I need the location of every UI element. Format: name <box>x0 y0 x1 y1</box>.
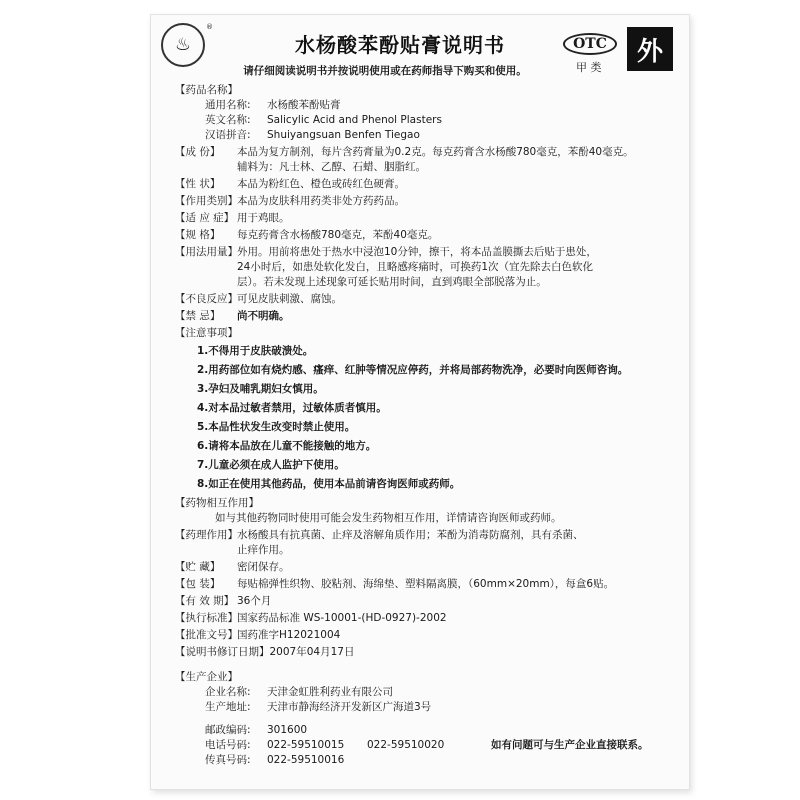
interaction-value: 如与其他药物同时使用可能会发生药物相互作用，详情请咨询医师或药师。 <box>215 512 562 524</box>
validity-value: 36个月 <box>237 595 272 607</box>
package-value: 每贴棉弹性织物、胶粘剂、海绵垫、塑料隔离膜，（60mm×20mm），每盒6贴。 <box>237 578 615 590</box>
adverse-value: 可见皮肤刺激、腐蚀。 <box>237 293 342 305</box>
manufacturer-label: 【生产企业】 <box>175 671 238 683</box>
usage-line2: 24小时后，如患处软化发白，且略感疼痛时，可换药1次（宜先除去白色软化 <box>237 261 594 273</box>
fax: 022-59510016 <box>267 754 345 766</box>
section-drug-name: 【药品名称】 <box>175 84 238 96</box>
precaution-item: 7.儿童必须在成人监护下使用。 <box>197 459 345 471</box>
precaution-item: 3.孕妇及哺乳期妇女慎用。 <box>197 383 324 395</box>
otc-badge: OTC <box>563 33 617 55</box>
pharmacology-line1: 水杨酸具有抗真菌、止痒及溶解角质作用；苯酚为消毒防腐剂，具有杀菌、 <box>237 529 584 541</box>
external-use-badge: 外 <box>627 27 673 71</box>
precaution-item: 6.请将本品放在儿童不能接触的地方。 <box>197 440 377 452</box>
storage-value: 密闭保存。 <box>237 561 290 573</box>
usage-line3: 层）。若未发现上述现象可延长贴用时间，直到鸡眼全部脱落为止。 <box>237 276 547 288</box>
contact-note: 如有问题可与生产企业直接联系。 <box>491 739 649 751</box>
precaution-item: 5.本品性状发生改变时禁止使用。 <box>197 421 356 433</box>
pharmacology-line2: 止痒作用。 <box>237 544 290 556</box>
interaction-label: 【药物相互作用】 <box>175 497 259 509</box>
company-name: 天津金虹胜利药业有限公司 <box>267 686 393 698</box>
appearance-value: 本品为粉红色、橙色或砖红色硬膏。 <box>237 178 405 190</box>
phone-2: 022-59510020 <box>367 739 445 751</box>
instruction-sheet <box>150 14 690 790</box>
company-address: 天津市静海经济开发新区广海道3号 <box>267 701 432 713</box>
precautions-label: 【注意事项】 <box>175 327 238 339</box>
composition-label: 【成 份】 <box>175 146 221 158</box>
spec-value: 每克药膏含水杨酸780毫克，苯酚40毫克。 <box>237 229 439 241</box>
standard-value: 国家药品标准 WS-10001-(HD-0927)-2002 <box>237 612 447 624</box>
pinyin-name: Shuiyangsuan Benfen Tiegao <box>267 129 420 141</box>
contra-value: 尚不明确。 <box>237 310 290 322</box>
precaution-item: 8.如正在使用其他药品，使用本品前请咨询医师或药师。 <box>197 478 461 490</box>
revision-value: 2007年04月17日 <box>269 646 355 658</box>
approval-value: 国药准字H12021004 <box>237 629 341 641</box>
registered-icon: ® <box>206 23 213 31</box>
indication-value: 用于鸡眼。 <box>237 212 290 224</box>
composition-value: 本品为复方制剂，每片含药膏量为0.2克。每克药膏含水杨酸780毫克，苯酚40毫克。 <box>237 146 634 158</box>
otc-class: 甲 类 <box>576 61 602 74</box>
composition-excipients: 辅料为：凡士林、乙醇、石蜡、胭脂红。 <box>237 161 426 173</box>
precaution-item: 2.用药部位如有烧灼感、瘙痒、红肿等情况应停药，并将局部药物洗净，必要时向医师咨询。 <box>197 364 629 376</box>
english-name: Salicylic Acid and Phenol Plasters <box>267 114 442 126</box>
page-title: 水杨酸苯酚贴膏说明书 <box>295 33 505 57</box>
usage-line1: 外用。用前将患处于热水中浸泡10分钟，擦干，将本品盖膜撕去后贴于患处， <box>237 246 597 258</box>
postcode: 301600 <box>267 724 308 736</box>
precaution-item: 1.不得用于皮肤破溃处。 <box>197 345 314 357</box>
phone-1: 022-59510015 <box>267 739 345 751</box>
logo-mark-icon: ♨ <box>174 34 192 55</box>
generic-name: 水杨酸苯酚贴膏 <box>267 99 341 111</box>
content-body: 【药品名称】 通用名称: 水杨酸苯酚贴膏 英文名称: Salicylic Acid and Phenol Plasters 汉语拼音: Shuiyangsuan Benfen Tiegao 【成 份】 本品为复方制剂，每片含药膏量为0.2克。每克药膏含水杨酸780毫克，苯酚40毫克。 辅料为：凡士林、乙醇、石蜡、胭脂红。 【性 状】 本品为粉红色、橙色或砖红色硬膏。 【作用类别】 本品为皮肤科用药类非处方药药品。 【适 应 症】 用于鸡眼。 【规 格】 每克药膏含水杨酸780毫克，苯酚40毫克。 【用法用量】 外用。用前将患处于热水中浸泡10分钟，擦干，将本品盖膜撕去后贴于患处， 24小时后，如患处软化发白，且略感疼痛时，可换药1次（宜先除去白色软化 层）。若未发现上述现象可延长贴用时间，直到鸡眼全部脱落为止。 【不良反应】 可见皮肤刺激、腐蚀。 【禁 忌】 尚不明确。 【注意事项】 1.不得用于皮肤破溃处。 2.用药部位如有烧灼感、瘙痒、红肿等情况应停药，并将局部药物洗净，必要时向医师咨询。 3.孕妇及哺乳期妇女慎用。 4.对本品过敏者禁用，过敏体质者慎用。 5.本品性状发生改变时禁止使用。 6.请将本品放在儿童不能接触的地方。 7.儿童必须在成人监护下使用。 8.如正在使用其他药品，使用本品前请咨询医师或药师。 【药物相互作用】 如与其他药物同时使用可能会发生药物相互作用，详情请咨询医师或药师。 【药理作用】 水杨酸具有抗真菌、止痒及溶解角质作用；苯酚为消毒防腐剂，具有杀菌、 止痒作用。 【贮 藏】 密闭保存。 【包 装】 每贴棉弹性织物、胶粘剂、海绵垫、塑料隔离膜，（60mm×20mm），每盒6贴。 【有 效 期】 36个月 【执行标准】 国家药品标准 WS-10001-(HD-0927)-2002 【批准文号】 国药准字H12021004 【说明书修订日期】 2007年04月17日 【生产企业】 企业名称: 天津金虹胜利药业有限公司 生产地址: 天津市静海经济开发新区广海道3号 邮政编码: 301600 电话号码: 022-59510015 022-59510020 传真号码: 022-59510016 <box>175 83 675 768</box>
subtitle: 请仔细阅读说明书并按说明使用或在药师指导下购买和使用。 <box>243 65 527 77</box>
precaution-item: 4.对本品过敏者禁用，过敏体质者慎用。 <box>197 402 387 414</box>
category-value: 本品为皮肤科用药类非处方药药品。 <box>237 195 405 207</box>
